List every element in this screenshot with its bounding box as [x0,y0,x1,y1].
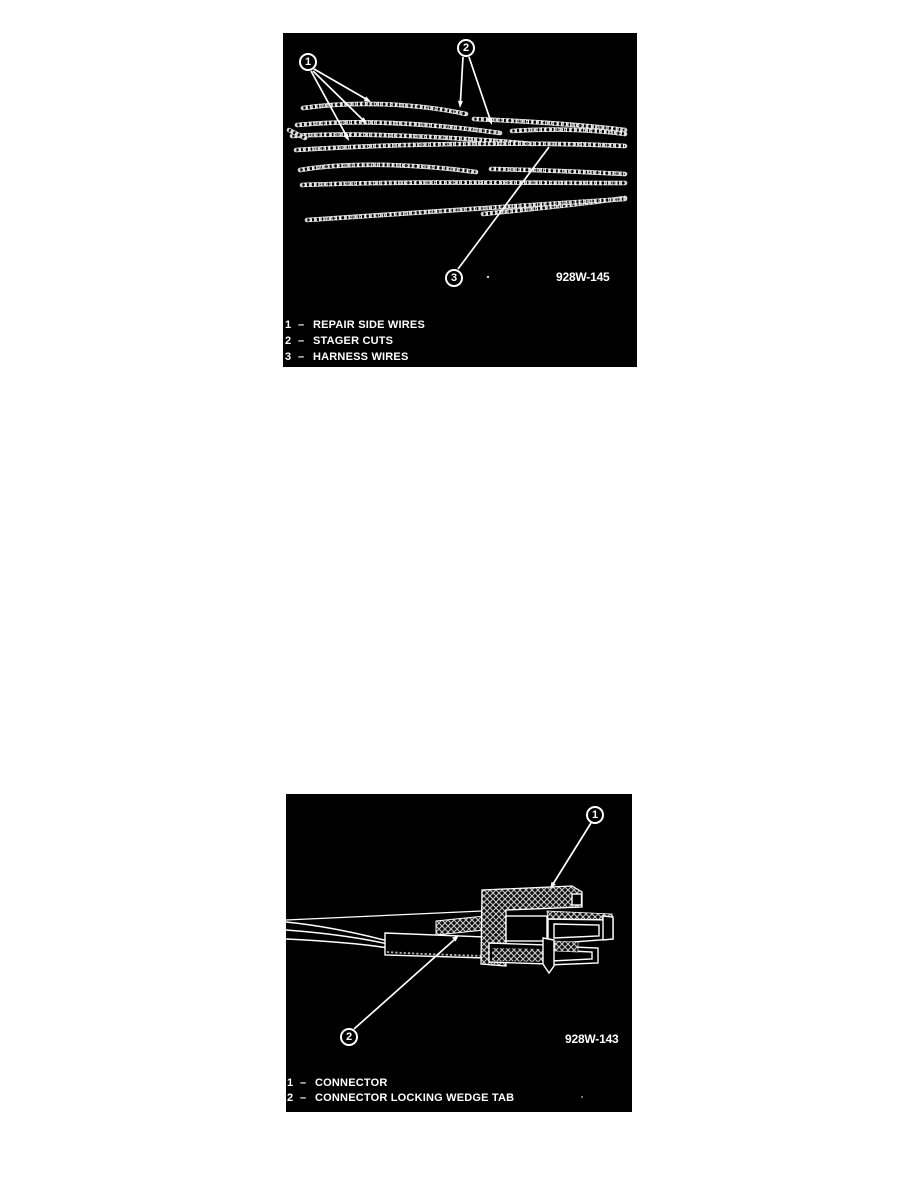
legend-item [285,349,425,365]
figure-panel-connector [286,794,632,1112]
callout-1-connector: 1 [586,806,604,824]
figure-legend [285,317,425,365]
callout-1-repair-side-wires: 1 [299,53,317,71]
figure-panel-stagger-cuts [283,33,637,367]
legend-number: 2 [287,1092,294,1104]
legend-item [285,317,425,333]
legend-item [285,333,425,349]
legend-label: REPAIR SIDE WIRES [313,319,425,331]
legend-label: CONNECTOR [315,1077,388,1089]
figure-legend [287,1076,514,1106]
callout-2-stager-cuts: 2 [457,39,475,57]
legend-label: HARNESS WIRES [313,351,409,363]
legend-dash: – [298,351,305,363]
legend-number: 1 [285,319,292,331]
legend-label: STAGER CUTS [313,335,394,347]
figure-code: 928W-145 [556,270,610,284]
legend-label: CONNECTOR LOCKING WEDGE TAB [315,1092,515,1104]
callout-2-locking-wedge-tab: 2 [340,1028,358,1046]
connector-diagram-art [286,794,632,1112]
callout-3-harness-wires: 3 [445,269,463,287]
legend-item [287,1076,514,1091]
figure-code: 928W-143 [565,1032,619,1046]
legend-dash: – [298,319,305,331]
legend-number: 1 [287,1077,294,1089]
legend-dash: – [300,1077,307,1089]
legend-dash: – [298,335,305,347]
legend-item [287,1091,514,1106]
connector-art [286,886,613,973]
legend-number: 2 [285,335,292,347]
legend-dash: – [300,1092,307,1104]
legend-number: 3 [285,351,292,363]
